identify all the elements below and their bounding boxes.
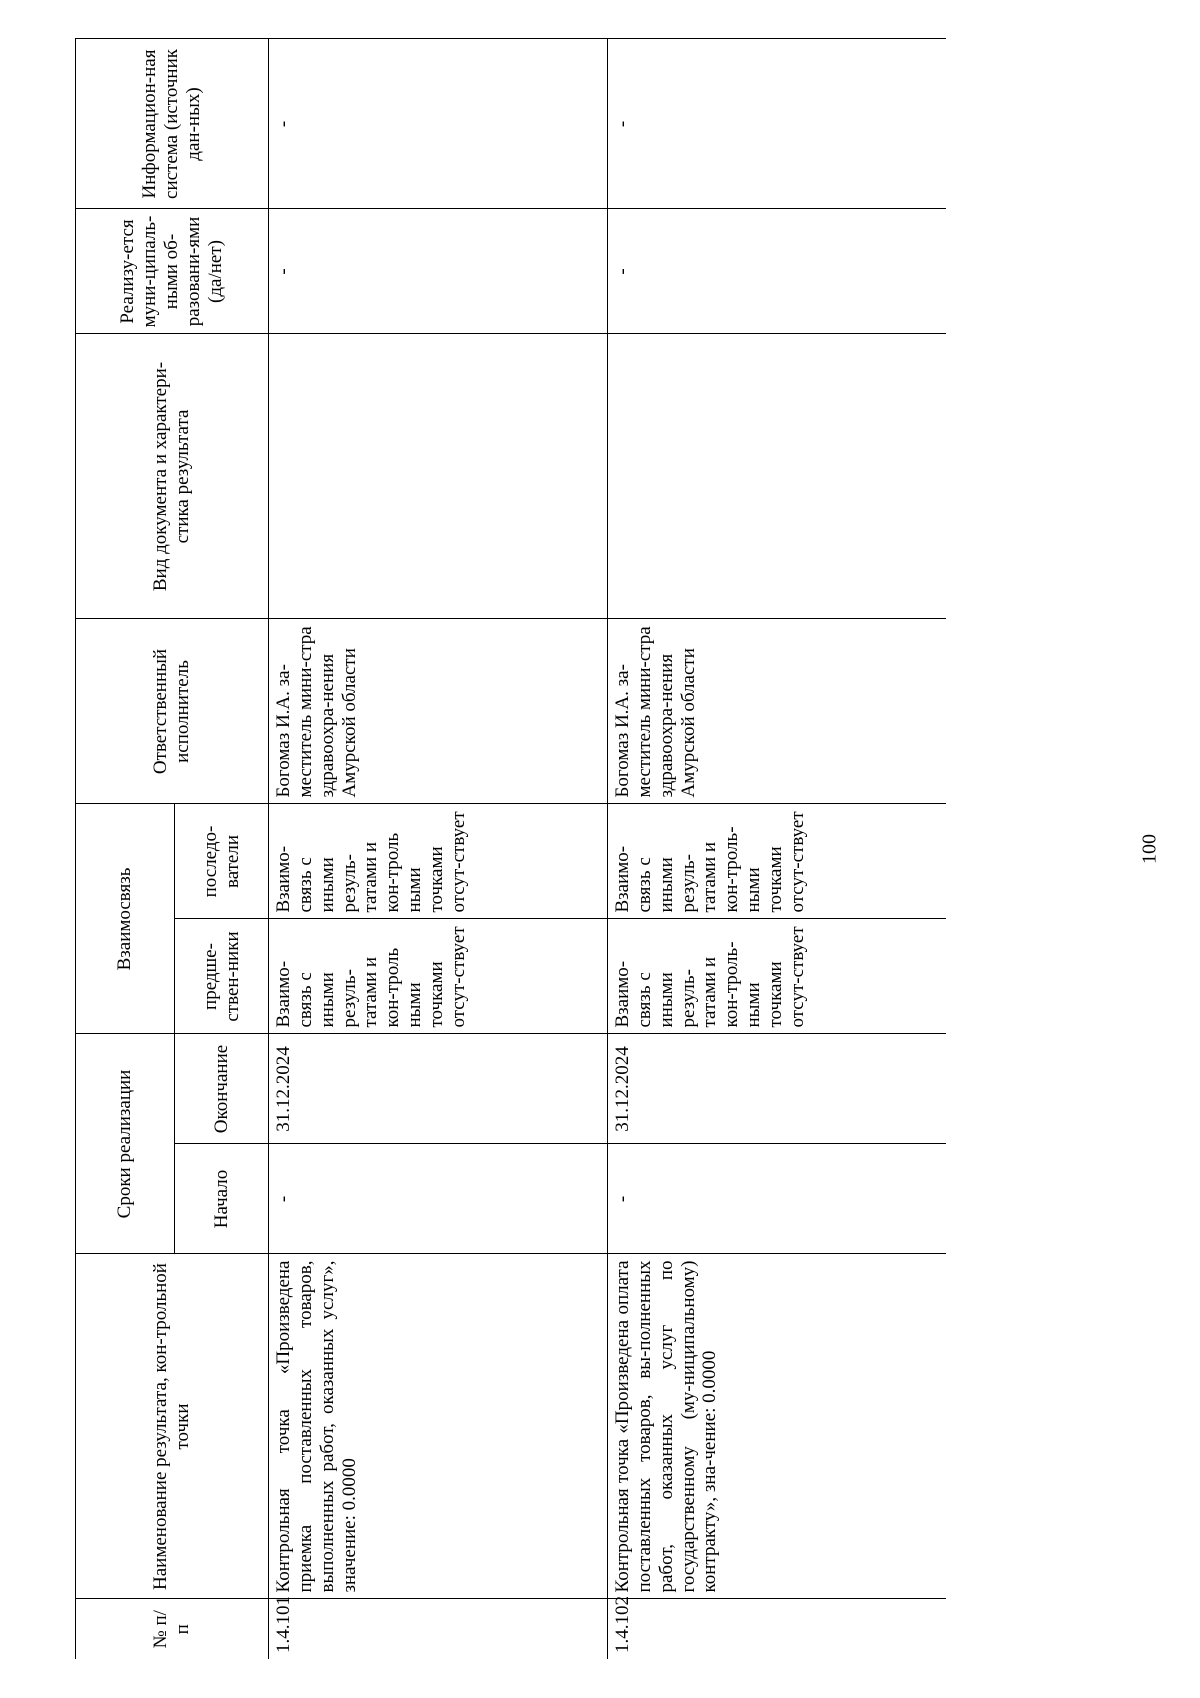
header-successors: последо-ватели (175, 804, 269, 919)
row-end: 31.12.2024 (608, 1034, 947, 1144)
row-responsible: Богомаз И.А. за-меститель мини-стра здравоохра-нения Амурской области (608, 619, 947, 804)
row-num: 1.4.101 (269, 1599, 608, 1659)
row-doc-type (269, 334, 608, 619)
header-terms: Сроки реализации (76, 1034, 175, 1254)
header-doc-type: Вид документа и характери-стика результата (76, 334, 269, 619)
header-info-system: Информацион-ная система (источник дан-ных) (76, 39, 269, 209)
row-start: - (269, 1144, 608, 1254)
row-responsible: Богомаз И.А. за-меститель мини-стра здравоохра-нения Амурской области (269, 619, 608, 804)
header-name: Наименование результата, кон-трольной точки (76, 1254, 269, 1599)
row-successors: Взаимо-связь с иными резуль-татами и кон-троль ными точками отсут-ствует (269, 804, 608, 919)
header-municipal: Реализу-ется муни-ципаль-ными об-разовани-ями (да/нет) (76, 209, 269, 334)
results-table (75, 39, 946, 1660)
header-responsible: Ответственный исполнитель (76, 619, 269, 804)
table-row (269, 39, 608, 1659)
row-municipal: - (269, 209, 608, 334)
header-start: Начало (175, 1144, 269, 1254)
header-predecessors: предше-ствен-ники (175, 919, 269, 1034)
row-num: 1.4.102 (608, 1599, 947, 1659)
row-info-system: - (269, 39, 608, 209)
row-predecessors: Взаимо-связь с иными резуль-татами и кон-троль-ными точками отсут-ствует (608, 919, 947, 1034)
row-name: Контрольная точка «Произведена оплата поставленных товаров, вы-полненных работ, оказанных услуг по государственному (му-ниципальному) контракту», зна-чение: 0.0000 (608, 1254, 947, 1599)
table-row (608, 39, 947, 1659)
row-municipal: - (608, 209, 947, 334)
header-end: Окончание (175, 1034, 269, 1144)
rotated-table-container (75, 39, 1125, 1659)
row-name: Контрольная точка «Произведена приемка поставленных товаров, выполненных работ, оказанных услуг», значение: 0.0000 (269, 1254, 608, 1599)
row-end: 31.12.2024 (269, 1034, 608, 1144)
page-number: 100 (1138, 834, 1161, 864)
row-start: - (608, 1144, 947, 1254)
row-successors: Взаимо-связь с иными резуль-татами и кон-троль-ными точками отсут-ствует (608, 804, 947, 919)
row-predecessors: Взаимо-связь с иными резуль-татами и кон-троль ными точками отсут-ствует (269, 919, 608, 1034)
header-row-1 (76, 39, 175, 1659)
header-num: № п/п (76, 1599, 269, 1659)
row-doc-type (608, 334, 947, 619)
header-relation: Взаимосвязь (76, 804, 175, 1034)
row-info-system: - (608, 39, 947, 209)
